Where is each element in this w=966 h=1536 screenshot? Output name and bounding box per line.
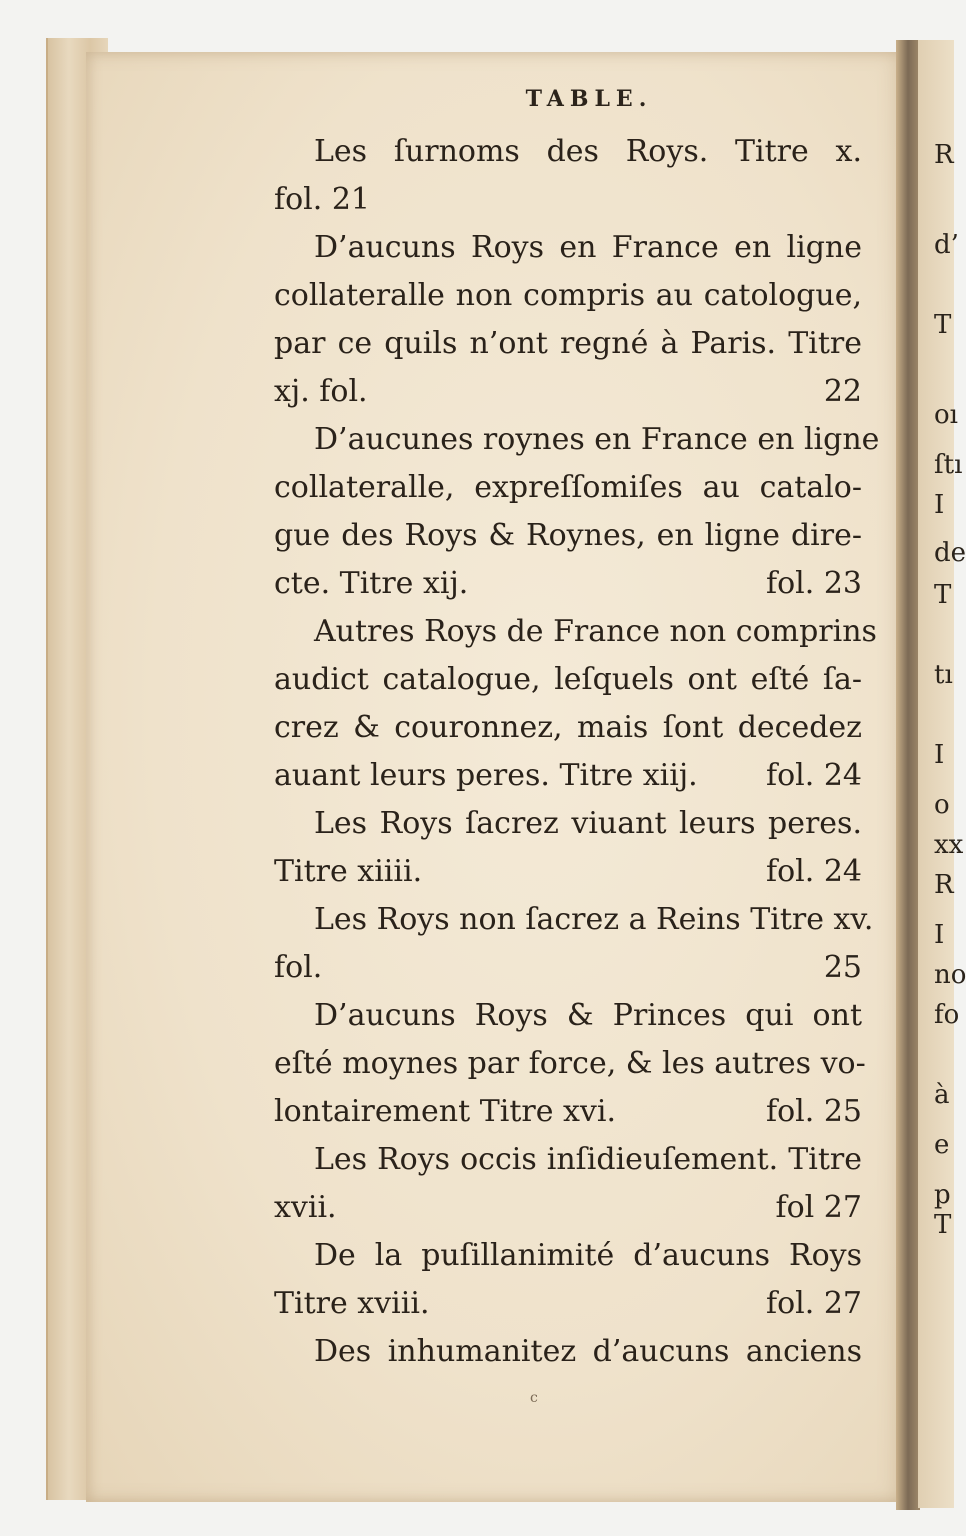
toc-line <box>274 176 862 224</box>
toc-line-text: xj. fol. <box>274 374 368 409</box>
toc-line <box>274 752 862 800</box>
toc-line <box>274 608 877 656</box>
folio-number: fol. 27 <box>765 1286 862 1321</box>
toc-line-text: xvii. <box>274 1190 337 1225</box>
toc-line-text: fol. 21 <box>274 182 371 217</box>
right-page-fragment: tı <box>934 660 953 690</box>
toc-line-text: lontairement Titre xvi. <box>274 1094 617 1129</box>
toc-line <box>274 848 862 896</box>
table-of-contents <box>274 128 880 1376</box>
right-page-fragment: I <box>934 490 945 520</box>
toc-line-text: collateralle non compris au catologue, <box>274 278 862 313</box>
toc-line-text: D’aucuns Roys en France en ligne <box>314 230 862 265</box>
folio-number: fol. 23 <box>765 566 862 601</box>
toc-line <box>274 1136 862 1184</box>
toc-line-text: cte. Titre xij. <box>274 566 469 601</box>
toc-line-text: fol. <box>274 950 323 985</box>
right-page-fragment: R <box>934 870 954 900</box>
right-page-fragment: T <box>934 580 952 610</box>
toc-line-text: audict catalogue, leſquels ont eſté ſa- <box>274 662 862 697</box>
header-title: TABLE. <box>525 86 653 112</box>
folio-number: fol. 25 <box>765 1094 862 1129</box>
toc-line-text: Des inhumanitez d’aucuns anciens <box>314 1334 862 1369</box>
toc-line <box>274 368 862 416</box>
folio-number: 22 <box>823 374 862 409</box>
toc-line-text: par ce quils n’ont regné à Paris. Titre <box>274 326 862 361</box>
toc-line-text: crez & couronnez, mais ſont decedez <box>274 710 862 745</box>
right-page-fragment: o <box>934 790 950 820</box>
right-page-fragment: d’ <box>934 230 959 260</box>
toc-line <box>274 704 862 752</box>
page-mark: c <box>530 1390 538 1406</box>
toc-line-text: eſté moynes par force, & les autres vo- <box>274 1046 866 1081</box>
page-header <box>0 86 954 112</box>
right-page-fragment: oı <box>934 400 958 430</box>
toc-line <box>274 656 862 704</box>
book-gutter <box>896 40 920 1510</box>
right-page <box>918 40 966 1508</box>
right-page-fragment: R <box>934 140 954 170</box>
toc-line <box>274 560 862 608</box>
toc-line <box>274 1184 862 1232</box>
toc-line <box>274 1040 866 1088</box>
toc-line <box>274 512 862 560</box>
folio-number: fol. 24 <box>765 854 862 889</box>
right-page-fragment: no <box>934 960 966 990</box>
toc-line <box>274 1328 862 1376</box>
toc-line-text: Autres Roys de France non comprins <box>314 614 877 649</box>
toc-line-text: Les Roys ſacrez viuant leurs peres. <box>314 806 862 841</box>
toc-line-text: Les Roys occis inſidieuſement. Titre <box>314 1142 862 1177</box>
toc-line-text: Titre xviii. <box>274 1286 430 1321</box>
right-page-fragment: p <box>934 1180 951 1210</box>
toc-line <box>274 464 862 512</box>
toc-line-text: Les Roys non ſacrez a Reins Titre xv. <box>314 902 874 937</box>
toc-line <box>274 944 862 992</box>
right-page-fragment: xx <box>934 830 964 860</box>
toc-line <box>274 320 862 368</box>
right-page-fragment: I <box>934 920 945 950</box>
toc-line-text: gue des Roys & Roynes, en ligne dire- <box>274 518 862 553</box>
toc-line <box>274 992 862 1040</box>
right-page-fragment: T <box>934 1210 952 1240</box>
toc-line <box>274 1232 862 1280</box>
right-page-fragment: à <box>934 1080 950 1110</box>
right-page-fragment: I <box>934 740 945 770</box>
toc-line-text: auant leurs peres. Titre xiij. <box>274 758 698 793</box>
right-page-fragment: fo <box>934 1000 960 1030</box>
toc-line-text: D’aucunes roynes en France en ligne <box>314 422 880 457</box>
toc-line-text: Les ſurnoms des Roys. Titre x. <box>314 134 862 169</box>
toc-line <box>274 1280 862 1328</box>
folio-number: fol 27 <box>775 1190 862 1225</box>
toc-line <box>274 800 862 848</box>
folio-number: fol. 24 <box>765 758 862 793</box>
toc-line <box>274 128 862 176</box>
right-page-fragment: ſtı <box>934 450 963 480</box>
right-page-fragment: e <box>934 1130 950 1160</box>
toc-line-text: De la puſillanimité d’aucuns Roys <box>314 1238 862 1273</box>
toc-line <box>274 224 862 272</box>
toc-line-text: Titre xiiii. <box>274 854 423 889</box>
toc-line <box>274 1088 862 1136</box>
toc-line-text: D’aucuns Roys & Princes qui ont <box>314 998 862 1033</box>
toc-line-text: collateralle, expreſſomiſes au catalo- <box>274 470 862 505</box>
right-page-fragment: T <box>934 310 952 340</box>
right-page-fragment: de <box>934 538 966 568</box>
folio-number: 25 <box>823 950 862 985</box>
toc-line <box>274 272 862 320</box>
toc-line <box>274 896 874 944</box>
toc-line <box>274 416 880 464</box>
